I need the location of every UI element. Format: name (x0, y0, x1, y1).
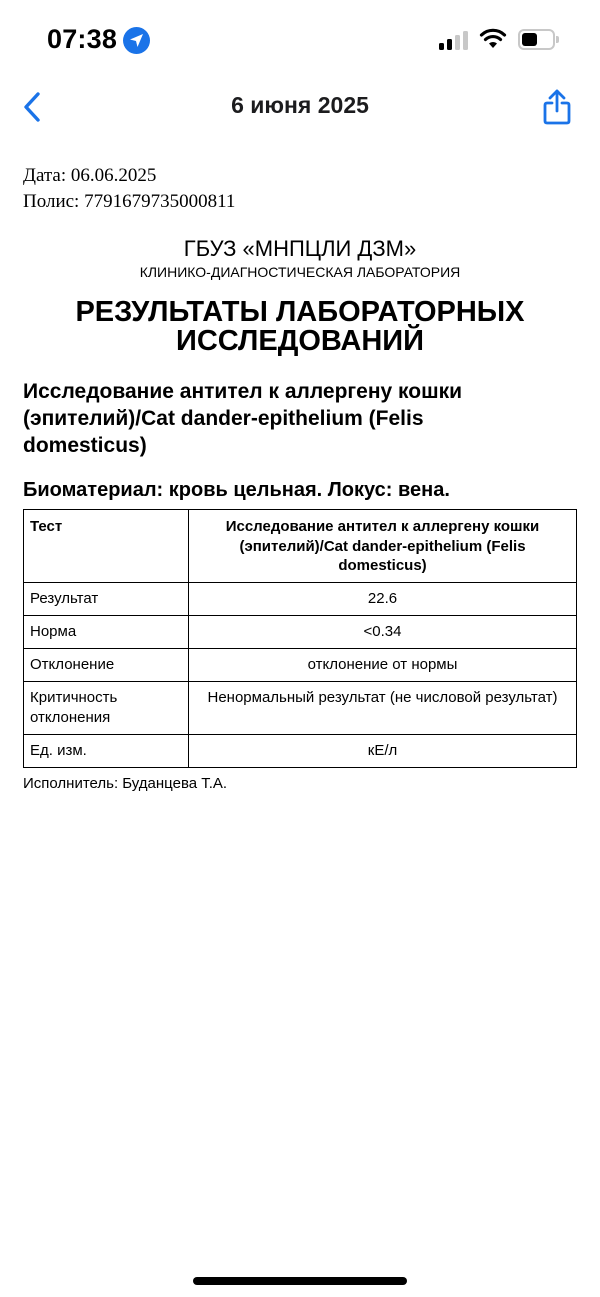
nav-title: 6 июня 2025 (231, 92, 369, 118)
report-title-line-2: ИССЛЕДОВАНИЙ (176, 325, 424, 357)
table-row (24, 583, 577, 616)
row-value: <0.34 (189, 616, 577, 649)
battery-tip (556, 36, 559, 43)
nav-bar (0, 80, 600, 135)
row-value: кЕ/л (189, 735, 577, 768)
executor-info: Исполнитель: Буданцева Т.А. (23, 775, 228, 792)
wifi-icon (479, 28, 507, 55)
share-icon (541, 88, 573, 126)
home-indicator[interactable] (193, 1277, 407, 1285)
status-time: 07:38 (47, 24, 118, 54)
biomaterial-info: Биоматериал: кровь цельная. Локус: вена. (23, 479, 450, 501)
row-label: Критичность отклонения (24, 682, 189, 735)
cellular-signal-icon (439, 30, 469, 50)
row-label: Ед. изм. (24, 735, 189, 768)
location-arrow-icon (123, 27, 150, 54)
report-title-line-1: РЕЗУЛЬТАТЫ ЛАБОРАТОРНЫХ (75, 296, 525, 328)
row-label: Результат (24, 583, 189, 616)
row-value: 22.6 (189, 583, 577, 616)
row-value: Ненормальный результат (не числовой результат) (189, 682, 577, 735)
policy-number: Полис: 7791679735000811 (23, 191, 236, 212)
row-label: Отклонение (24, 649, 189, 682)
share-button[interactable] (541, 88, 573, 126)
table-header-label: Тест (24, 510, 189, 583)
table-row (24, 682, 577, 735)
organization-subtitle: КЛИНИКО-ДИАГНОСТИЧЕСКАЯ ЛАБОРАТОРИЯ (139, 264, 461, 280)
row-value: отклонение от нормы (189, 649, 577, 682)
organization-name: ГБУЗ «МНПЦЛИ ДЗМ» (183, 236, 417, 261)
battery-icon (518, 29, 555, 50)
table-header-row (24, 510, 577, 583)
status-bar (0, 0, 600, 80)
study-title: Исследование антител к аллергену кошки (эпителий)/Cat dander-epithelium (Felis domesticus) (23, 380, 463, 457)
report-title (0, 298, 600, 356)
table-row (24, 649, 577, 682)
table-row (24, 735, 577, 768)
report-date: Дата: 06.06.2025 (23, 165, 157, 186)
table-row (24, 616, 577, 649)
battery-level (522, 33, 537, 46)
results-table (23, 509, 577, 768)
row-label: Норма (24, 616, 189, 649)
table-header-value: Исследование антител к аллергену кошки (эпителий)/Cat dander-epithelium (Felis domesticus) (189, 510, 577, 583)
